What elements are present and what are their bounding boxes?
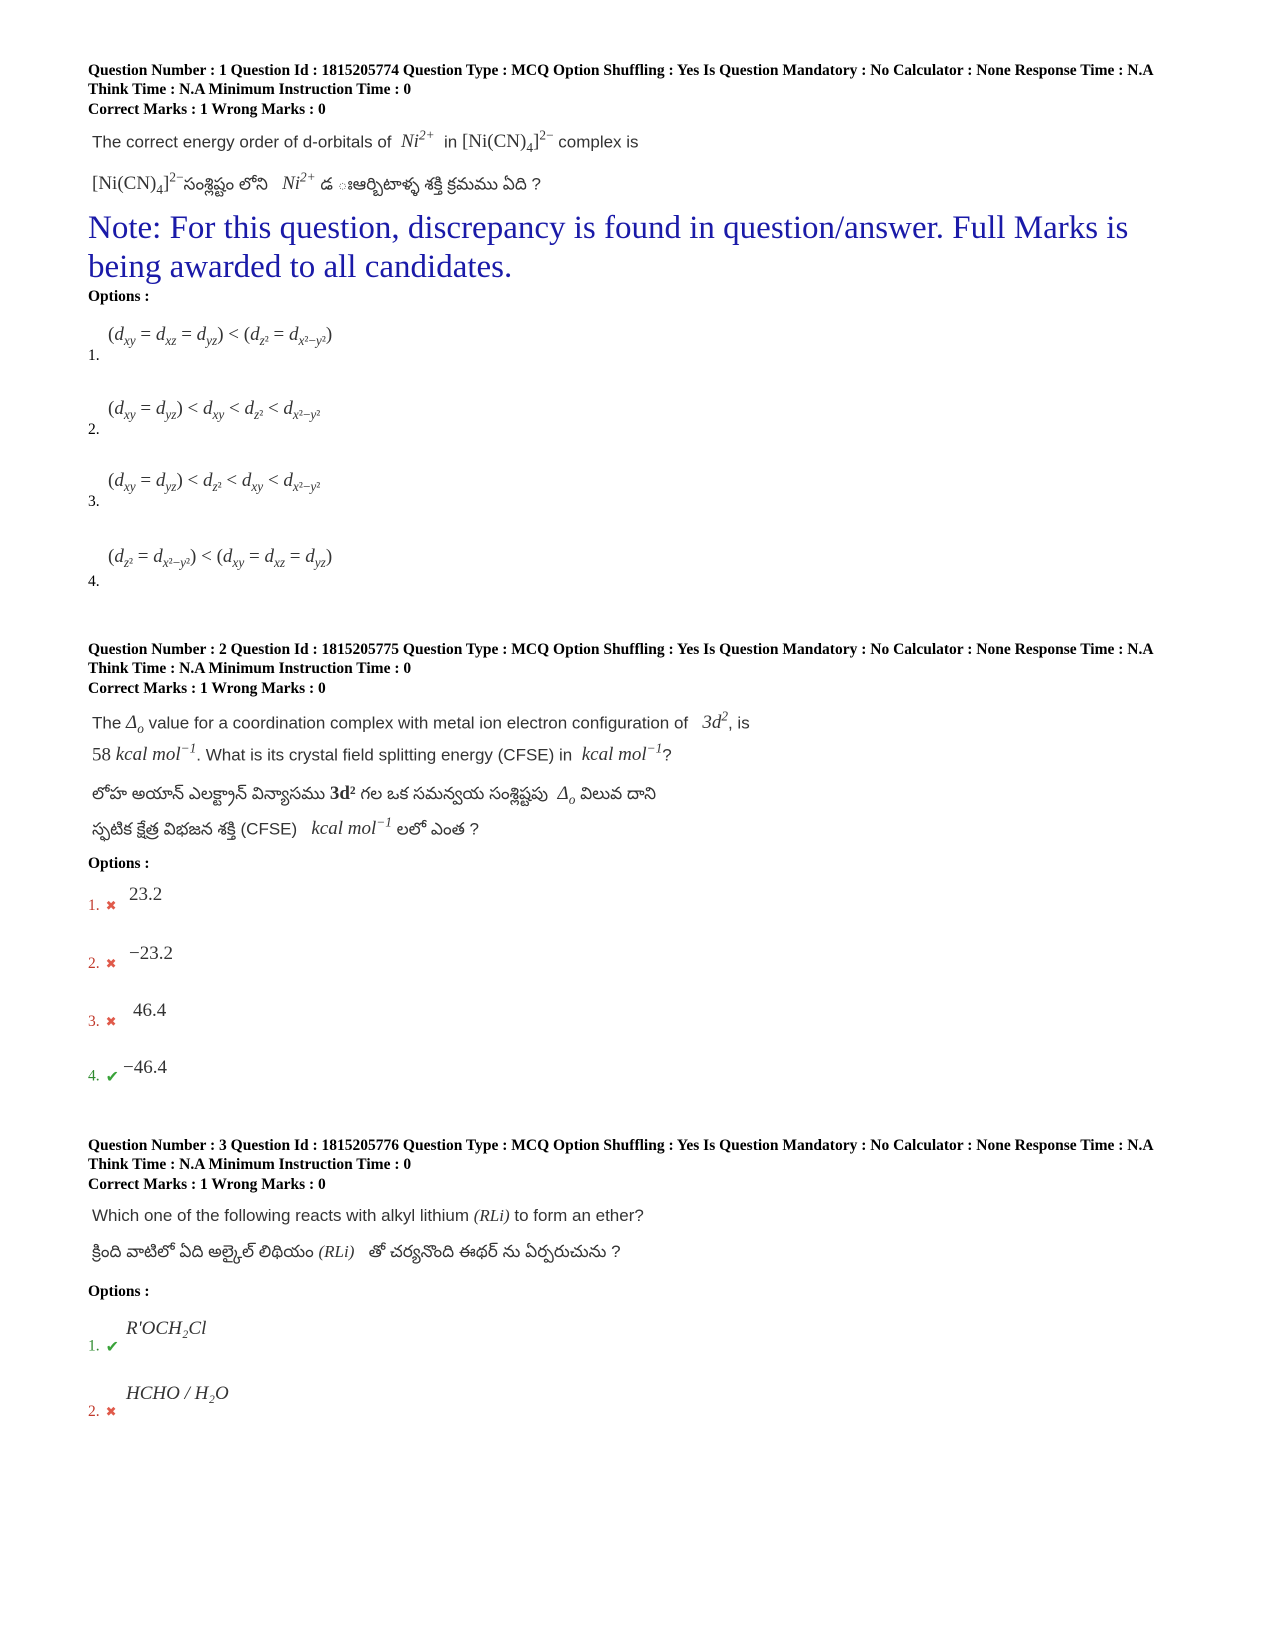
q2-option-3-number: 3. ✖ xyxy=(88,1013,117,1030)
q2-text-en-line2: 58 kcal mol$^{-1}$. What is its crystal field splitting energy (CFSE) in kcal mol$^{-1}$? xyxy=(92,741,672,766)
q1-te-complex: $[Ni(CN)_4]^{2-}$ xyxy=(92,170,184,198)
q1-meta: Question Number : 1 Question Id : 1815205774 Question Type : MCQ Option Shuffling : Yes Is Question Mandatory : No Calculator : None Response Time : N.A Think Time : N.A Minimum Instruction Time : 0 xyxy=(88,62,1153,98)
q1-text-en-mid: in xyxy=(444,132,458,152)
q1-option-4-number: 4. xyxy=(88,573,100,590)
q1-option-1[interactable]: $(d_{xy} = d_{xz} = d_{yz}) < (d_{z^2} = d_{x^2-y^2})$ xyxy=(108,324,333,348)
q1-option-4[interactable]: $(d_{z^2} = d_{x^2-y^2}) < (d_{xy} = d_{xz} = d_{yz})$ xyxy=(108,546,333,570)
q1-text-en-post: complex is xyxy=(558,132,639,152)
q1-options-label: Options : xyxy=(88,288,150,305)
q1-text-en-pre: The correct energy order of d-orbitals of xyxy=(92,132,392,152)
q3-meta: Question Number : 3 Question Id : 1815205776 Question Type : MCQ Option Shuffling : Yes Is Question Mandatory : No Calculator : None Response Time : N.A Think Time : N.A Minimum Instruction Time : 0 xyxy=(88,1137,1153,1173)
q1-te-part1: సంశ్లిష్టం లోని xyxy=(183,174,268,194)
q1-option-1-number: 1. xyxy=(88,347,100,364)
cross-icon: ✖ xyxy=(105,898,117,914)
q1-option-3[interactable]: $(d_{xy} = d_{yz}) < d_{z^2} < d_{xy} < d_{x^2-y^2}$ xyxy=(108,470,321,494)
q1-option-2[interactable]: $(d_{xy} = d_{yz}) < d_{xy} < d_{z^2} < d_{x^2-y^2}$ xyxy=(108,398,321,422)
q1-ion: $Ni^{2+}$ xyxy=(400,128,435,153)
q1-option-3-number: 3. xyxy=(88,493,100,510)
q2-option-2-number: 2. ✖ xyxy=(88,955,117,972)
q1-text-te xyxy=(92,170,541,198)
q2-option-1-number: 1. ✖ xyxy=(88,897,117,914)
q2-option-1[interactable]: 23.2 xyxy=(129,884,163,905)
q2-option-2[interactable]: −23.2 xyxy=(129,943,173,964)
q3-text-te: క్రింది వాటిలో ఏది అల్కైల్ లిథియం (RLi) తో చర్యనొంది ఈథర్ ను ఏర్పరుచును ? xyxy=(92,1242,621,1261)
q2-text-te-line2: స్ఫటిక క్షేత్ర విభజన శక్తి (CFSE) kcal mol$^{-1}$ లలో ఎంత ? xyxy=(92,815,479,840)
q3-option-2-number: 2. ✖ xyxy=(88,1403,117,1420)
cross-icon: ✖ xyxy=(105,956,117,972)
check-icon: ✔ xyxy=(105,1069,120,1086)
delta-o: $\Delta_o$ xyxy=(126,712,144,737)
q2-config: $3d^2$ xyxy=(702,709,728,734)
q2-option-4[interactable]: −46.4 xyxy=(123,1057,167,1078)
q2-option-4-number: 4. ✔ xyxy=(88,1067,120,1086)
q1-text-en xyxy=(92,128,639,156)
check-icon: ✔ xyxy=(105,1339,120,1356)
cross-icon: ✖ xyxy=(105,1014,117,1030)
q1-te-ion: $Ni^{2+}$ xyxy=(282,170,316,195)
q2-text-te-line1: లోహ అయాన్ ఎలక్ట్రాన్ విన్యాసము 3d² గల ఒక సమన్వయ సంశ్లిష్టపు $\Delta_o$ విలువ దాని xyxy=(92,783,657,807)
q2-option-3[interactable]: 46.4 xyxy=(133,1000,167,1021)
q1-complex: $[Ni(CN)_4]^{2-}$ xyxy=(461,128,554,156)
q1-option-2-number: 2. xyxy=(88,421,100,438)
q3-option-1-number: 1. ✔ xyxy=(88,1337,120,1356)
q2-options-label: Options : xyxy=(88,855,150,872)
q2-text-en-line1: The $\Delta_o$ value for a coordination complex with metal ion electron configuration of $3d^2$, is xyxy=(92,709,750,737)
q2-marks: Correct Marks : 1 Wrong Marks : 0 xyxy=(88,680,326,697)
q1-marks: Correct Marks : 1 Wrong Marks : 0 xyxy=(88,101,326,118)
q3-option-2[interactable]: HCHO / H₂O xyxy=(126,1383,229,1404)
q3-options-label: Options : xyxy=(88,1283,150,1300)
q3-option-1[interactable]: R'OCH₂Cl xyxy=(126,1318,207,1339)
q3-marks: Correct Marks : 1 Wrong Marks : 0 xyxy=(88,1176,326,1193)
q1-te-part2: డ ఃఆర్బిటాళ్ళ శక్తి క్రమము ఏది ? xyxy=(320,174,542,194)
discrepancy-note: Note: For this question, discrepancy is found in question/answer. Full Marks is being awarded to all candidates. xyxy=(88,210,1129,285)
cross-icon: ✖ xyxy=(105,1404,117,1420)
q3-text-en: Which one of the following reacts with alkyl lithium (RLi) to form an ether? xyxy=(92,1206,644,1225)
q2-meta: Question Number : 2 Question Id : 1815205775 Question Type : MCQ Option Shuffling : Yes Is Question Mandatory : No Calculator : None Response Time : N.A Think Time : N.A Minimum Instruction Time : 0 xyxy=(88,641,1153,677)
